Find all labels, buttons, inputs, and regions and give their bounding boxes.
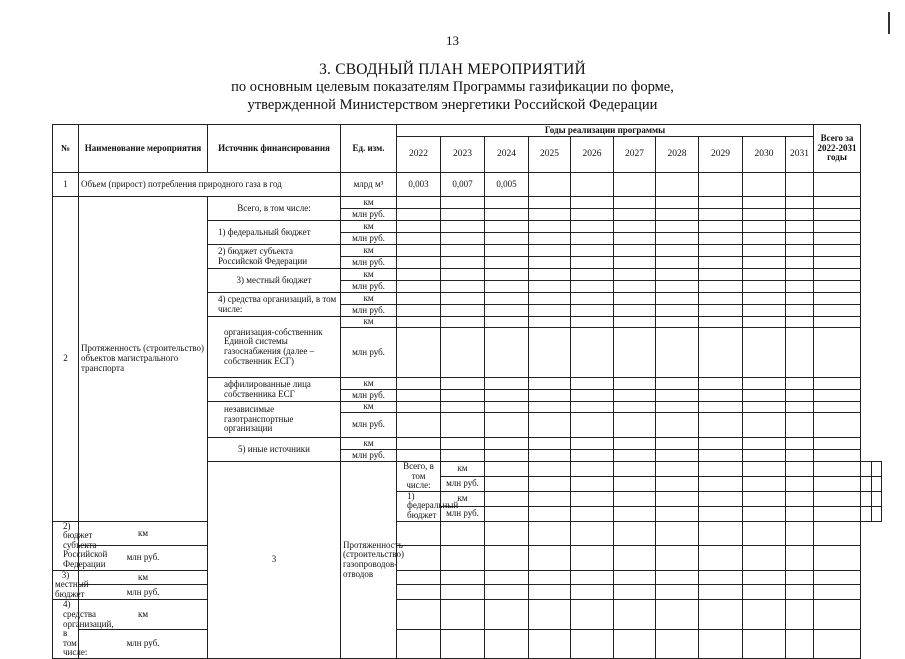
col-header-measure: Наименование мероприятия — [79, 125, 208, 173]
row-measure: Протяженность (строительство) газопроводов-отводов — [341, 462, 397, 659]
unit-cell: км — [341, 438, 397, 450]
source-orgs: 4) средства организаций, в том числе: — [208, 293, 341, 317]
unit-cell: км — [341, 221, 397, 233]
unit-cell: км — [441, 491, 485, 506]
unit-cell: км — [341, 245, 397, 257]
unit-cell: км — [79, 521, 208, 545]
value-cell — [656, 173, 699, 197]
unit-cell: млн руб. — [79, 546, 208, 570]
scan-edge-mark — [888, 12, 890, 34]
row-number: 1 — [53, 173, 79, 197]
row-unit: млрд м³ — [341, 173, 397, 197]
row-measure: Протяженность (строительство) объектов магистрального транспорта — [79, 197, 208, 522]
unit-cell: км — [341, 269, 397, 281]
year-header: 2025 — [529, 137, 571, 173]
unit-cell: км — [341, 197, 397, 209]
unit-cell: млн руб. — [79, 629, 208, 658]
source-total: Всего, в том числе: — [208, 197, 341, 221]
unit-cell: млн руб. — [341, 328, 397, 378]
year-header: 2028 — [656, 137, 699, 173]
year-header: 2023 — [441, 137, 485, 173]
unit-cell: млн руб. — [341, 390, 397, 402]
row-number: 3 — [208, 462, 341, 659]
unit-cell: млн руб. — [441, 476, 485, 491]
value-cell: 0,003 — [397, 173, 441, 197]
source-federal: 1) федеральный бюджет — [397, 491, 441, 521]
unit-cell: км — [341, 378, 397, 390]
unit-cell: км — [441, 462, 485, 477]
source-regional: 2) бюджет субъекта Российской Федерации — [208, 245, 341, 269]
col-header-years-group: Годы реализации программы — [397, 125, 814, 137]
value-cell — [614, 173, 656, 197]
table-row — [53, 629, 882, 658]
source-local: 3) местный бюджет — [208, 269, 341, 293]
table-row — [53, 570, 882, 585]
source-total: Всего, в том числе: — [397, 462, 441, 492]
value-cell — [699, 173, 743, 197]
unit-cell: км — [79, 600, 208, 629]
year-header: 2029 — [699, 137, 743, 173]
year-header: 2027 — [614, 137, 656, 173]
page-number: 13 — [446, 33, 459, 48]
value-cell — [529, 173, 571, 197]
unit-cell: млн руб. — [79, 585, 208, 600]
table-row — [53, 521, 882, 545]
source-regional: 2) бюджет субъекта Российской Федерации — [53, 521, 79, 570]
unit-cell: млн руб. — [341, 450, 397, 462]
unit-cell: млн руб. — [341, 281, 397, 293]
table-row — [53, 546, 882, 570]
unit-cell: млн руб. — [341, 209, 397, 221]
table-row — [53, 585, 882, 600]
col-header-num: № — [53, 125, 79, 173]
source-federal: 1) федеральный бюджет — [208, 221, 341, 245]
unit-cell: км — [341, 293, 397, 305]
unit-cell: млн руб. — [341, 233, 397, 245]
col-header-unit: Ед. изм. — [341, 125, 397, 173]
row-number: 2 — [53, 197, 79, 522]
unit-cell: млн руб. — [341, 413, 397, 438]
col-header-source: Источник финансирования — [208, 125, 341, 173]
source-local: 3) местный бюджет — [53, 570, 79, 600]
source-independent: независимые газотранспортные организации — [208, 402, 341, 438]
value-cell — [743, 173, 786, 197]
summary-plan-table — [52, 124, 882, 659]
year-header: 2022 — [397, 137, 441, 173]
value-cell: 0,007 — [441, 173, 485, 197]
header-row-1 — [53, 125, 882, 137]
year-header: 2024 — [485, 137, 529, 173]
year-header: 2030 — [743, 137, 786, 173]
title-block — [0, 60, 905, 114]
year-header: 2031 — [786, 137, 814, 173]
source-orgs: 4) средства организаций, в том числе: — [53, 600, 79, 659]
col-header-total: Всего за 2022-2031 годы — [814, 125, 861, 173]
table-row — [53, 197, 882, 209]
table-row — [53, 600, 882, 629]
value-cell — [814, 173, 861, 197]
value-cell — [786, 173, 814, 197]
unit-cell: км — [341, 317, 397, 328]
document-title: 3. СВОДНЫЙ ПЛАН МЕРОПРИЯТИЙ — [319, 61, 586, 78]
unit-cell: млн руб. — [441, 506, 485, 521]
unit-cell: км — [341, 402, 397, 413]
year-header: 2026 — [571, 137, 614, 173]
source-other: 5) иные источники — [208, 438, 341, 462]
value-cell: 0,005 — [485, 173, 529, 197]
table-row — [53, 173, 882, 197]
document-subtitle-line1: по основным целевым показателям Программы газификации по форме, — [231, 79, 674, 95]
unit-cell: млн руб. — [341, 305, 397, 317]
document-subtitle-line2: утвержденной Министерством энергетики Российской Федерации — [247, 96, 658, 113]
row-measure: Объем (прирост) потребления природного газа в год — [79, 173, 341, 197]
unit-cell: км — [79, 570, 208, 585]
value-cell — [571, 173, 614, 197]
source-esg-owner: организация-собственник Единой системы газоснабжения (далее – собственник ЕСГ) — [208, 317, 341, 378]
source-affiliated: аффилированные лица собственника ЕСГ — [208, 378, 341, 402]
unit-cell: млн руб. — [341, 257, 397, 269]
